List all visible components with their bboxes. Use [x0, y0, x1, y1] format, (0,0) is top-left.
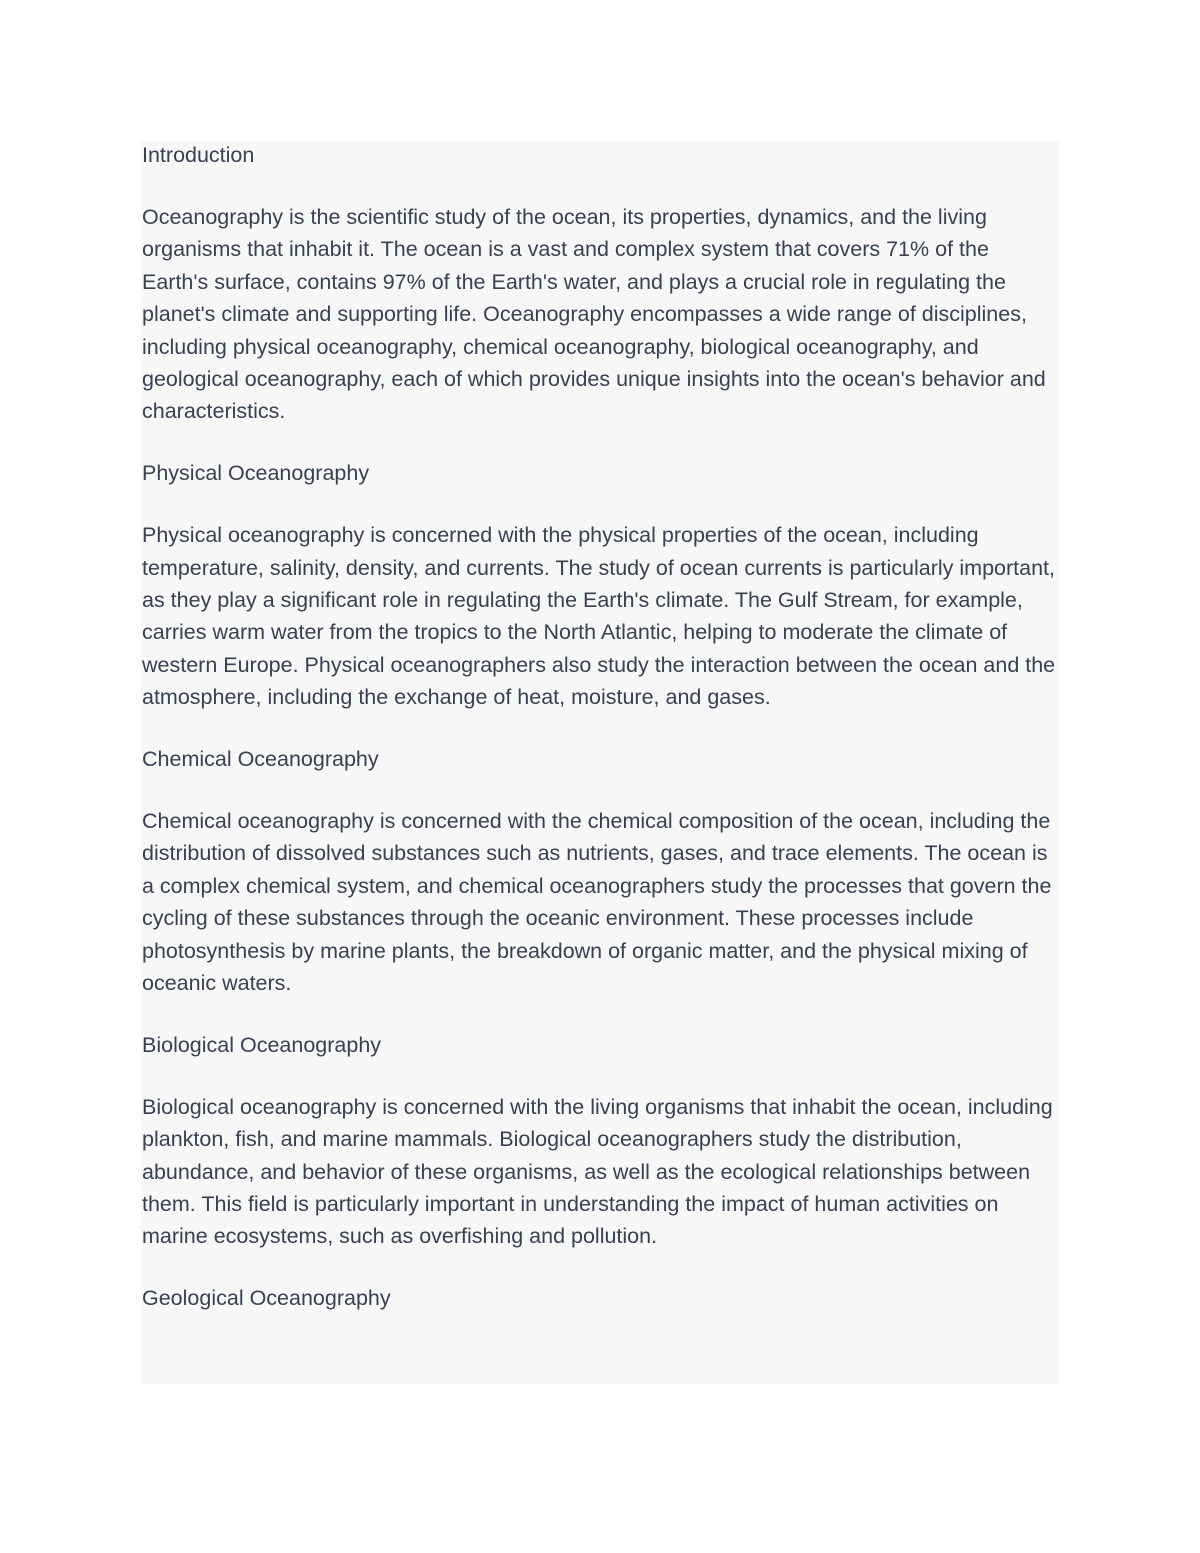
section-heading-physical-oceanography: Physical Oceanography — [142, 461, 370, 486]
spacer — [142, 776, 1059, 806]
section-heading-introduction: Introduction — [142, 143, 255, 167]
document-content — [141, 141, 1059, 1384]
section-body-physical-oceanography: Physical oceanography is concerned with the physical properties of the ocean, including temperature, salinity, density, and currents. The study of ocean currents is particularly important, as they play a significant role in regulating the Earth's climate. The Gulf Stream, for example, carries warm water from the tropics to the North Atlantic, helping to moderate the climate of western Europe. Physical oceanographers also study the interaction between the ocean and the atmosphere, including the exchange of heat, moisture, and gases. — [142, 523, 1056, 710]
spacer — [142, 428, 1059, 458]
spacer — [142, 490, 1059, 520]
section-body-chemical-oceanography: Chemical oceanography is concerned with the chemical composition of the ocean, including the distribution of dissolved substances such as nutrients, gases, and trace elements. The ocean is a complex chemical system, and chemical oceanographers study the processes that govern the cycling of these substances through the oceanic environment. These processes include photosynthesis by marine plants, the breakdown of organic matter, and the physical mixing of oceanic waters. — [142, 809, 1052, 996]
spacer — [142, 171, 1059, 201]
spacer — [142, 1061, 1059, 1091]
section-heading-biological-oceanography: Biological Oceanography — [142, 1032, 382, 1057]
spacer — [142, 999, 1059, 1029]
section-heading-geological-oceanography: Geological Oceanography — [142, 1286, 391, 1311]
spacer — [142, 714, 1059, 744]
section-heading-chemical-oceanography: Chemical Oceanography — [142, 747, 379, 772]
section-body-introduction: Oceanography is the scientific study of the ocean, its properties, dynamics, and the living organisms that inhabit it. The ocean is a vast and complex system that covers 71% of the Earth's surface, contains 97% of the Earth's water, and plays a crucial role in regulating the planet's climate and supporting life. Oceanography encompasses a wide range of disciplines, including physical oceanography, chemical oceanography, biological oceanography, and geological oceanography, each of which provides unique insights into the ocean's behavior and characteristics. — [142, 204, 1046, 424]
section-body-biological-oceanography: Biological oceanography is concerned with the living organisms that inhabit the ocean, including plankton, fish, and marine mammals. Biological oceanographers study the distribution, abundance, and behavior of these organisms, as well as the ecological relationships between them. This field is particularly important in understanding the impact of human activities on marine ecosystems, such as overfishing and pollution. — [142, 1094, 1053, 1249]
spacer — [142, 1253, 1059, 1283]
